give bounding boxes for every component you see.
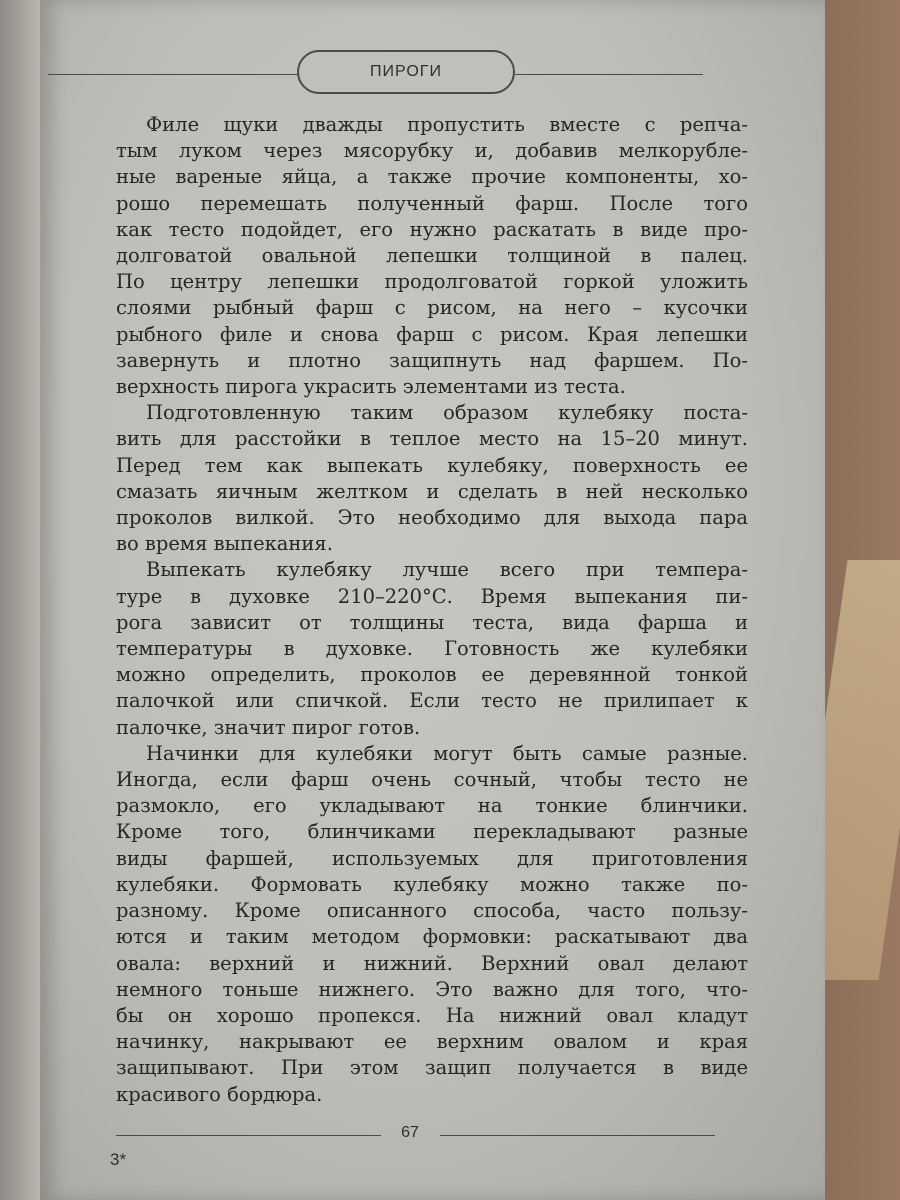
text-line: тым луком через мясорубку и, добавив мелкорубле- <box>116 139 748 163</box>
text-line: Выпекать кулебяку лучше всего при темпера- <box>146 558 748 582</box>
text-line: слоями рыбный фарш с рисом, на него – кусочки <box>116 296 748 320</box>
text-line: немного тоньше нижнего. Это важно для того, что- <box>116 977 748 1001</box>
text-line: туре в духовке 210–220°С. Время выпекания пи- <box>116 584 748 608</box>
text-line: Подготовленную таким образом кулебяку поста- <box>146 401 748 425</box>
header-rule-left <box>48 74 298 75</box>
text-line: завернуть и плотно защипнуть над фаршем. По- <box>116 348 748 372</box>
text-line: бы он хорошо пропекся. На нижний овал кладут <box>116 1003 748 1027</box>
text-line: Перед тем как выпекать кулебяку, поверхность ее <box>116 453 748 477</box>
text-line: рошо перемешать полученный фарш. После того <box>116 191 748 215</box>
text-line: овала: верхний и нижний. Верхний овал делают <box>116 951 748 975</box>
text-line: Начинки для кулебяки могут быть самые разные. <box>146 741 748 765</box>
footer-rule-right <box>440 1135 715 1136</box>
text-line: Кроме того, блинчиками перекладывают разные <box>116 820 748 844</box>
text-line: Филе щуки дважды пропустить вместе с репча- <box>146 113 748 136</box>
footer-rule-left <box>116 1135 381 1136</box>
text-line: ются и таким методом формовки: раскатывают два <box>116 925 748 949</box>
text-line: По центру лепешки продолговатой горкой уложить <box>116 270 748 294</box>
text-line: долговатой овальной лепешки толщиной в палец. <box>116 244 748 268</box>
text-line: вить для расстойки в теплое место на 15–20 минут. <box>116 427 748 451</box>
text-line: ные вареные яйца, а также прочие компоненты, хо- <box>116 165 748 189</box>
text-line: защипывают. При этом защип получается в виде <box>116 1056 748 1080</box>
page-number: 67 <box>401 1124 419 1141</box>
text-line: виды фаршей, используемых для приготовления <box>116 846 748 870</box>
text-line: красивого бордюра. <box>116 1082 323 1106</box>
text-line: рыбного филе и снова фарш с рисом. Края лепешки <box>116 322 748 346</box>
running-header <box>297 50 515 94</box>
text-line: палочкой или спичкой. Если тесто не прилипает к <box>116 689 748 713</box>
text-line: проколов вилкой. Это необходимо для выхода пара <box>116 506 748 530</box>
text-line: верхность пирога украсить элементами из теста. <box>116 375 626 399</box>
text-line: разному. Кроме описанного способа, часто пользу- <box>116 899 748 923</box>
text-line: рога зависит от толщины теста, вида фарша и <box>116 610 748 634</box>
text-line: как тесто подойдет, его нужно раскатать в виде про- <box>116 217 748 241</box>
body-text <box>116 112 748 1108</box>
text-line: Иногда, если фарш очень сочный, чтобы тесто не <box>116 768 748 792</box>
book-page <box>40 0 825 1200</box>
text-line: начинку, накрывают ее верхним овалом и края <box>116 1030 748 1054</box>
text-line: температуры в духовке. Готовность же кулебяки <box>116 637 748 661</box>
text-line: смазать яичным желтком и сделать в ней несколько <box>116 479 748 503</box>
text-line: палочке, значит пирог готов. <box>116 715 421 739</box>
header-rule-right <box>515 74 703 75</box>
text-line: во время выпекания. <box>116 532 333 556</box>
text-line: кулебяки. Формовать кулебяку можно также по- <box>116 872 748 896</box>
text-line: можно определить, проколов ее деревянной тонкой <box>116 663 748 687</box>
printer-signature-mark: 3* <box>110 1150 127 1169</box>
text-line: размокло, его укладывают на тонкие блинчики. <box>116 794 748 818</box>
running-header-title: ПИРОГИ <box>370 63 442 80</box>
